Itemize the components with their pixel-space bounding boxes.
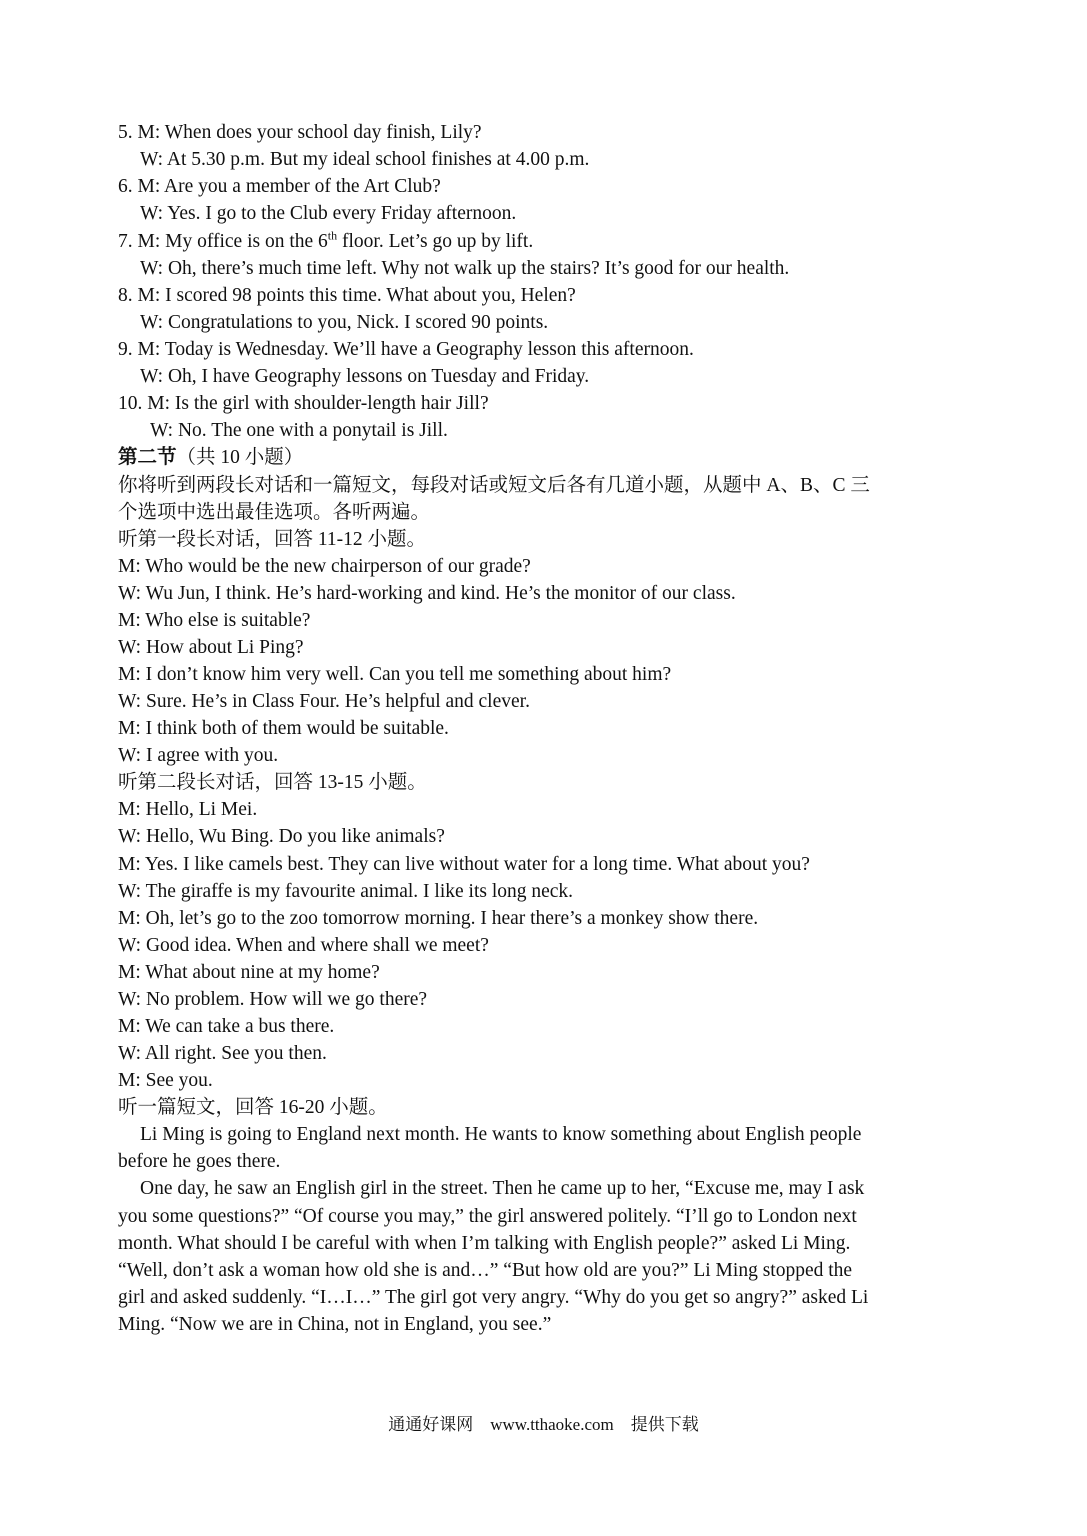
- dialogue1-line: W: How about Li Ping?: [118, 637, 304, 658]
- item-7-answer: W: Oh, there’s much time left. Why not walk up the stairs? It’s good for our health.: [140, 258, 790, 279]
- dialogue2-line: M: We can take a bus there.: [118, 1016, 335, 1037]
- passage-line: month. What should I be careful with when I’m talking with English people?” asked Li Ming.: [118, 1233, 851, 1254]
- item-6-question: 6. M: Are you a member of the Art Club?: [118, 176, 441, 197]
- item-6-answer: W: Yes. I go to the Club every Friday afternoon.: [140, 203, 517, 224]
- dialogue1-line: M: I don’t know him very well. Can you tell me something about him?: [118, 664, 672, 685]
- dialogue2-line: W: Hello, Wu Bing. Do you like animals?: [118, 826, 445, 847]
- section2-heading: 第二节（共 10 小题）: [118, 447, 304, 468]
- dialogue1-line: W: I agree with you.: [118, 745, 279, 766]
- passage-line: you some questions?” “Of course you may,” the girl answered politely. “I’ll go to London next: [118, 1206, 857, 1227]
- item-9-answer: W: Oh, I have Geography lessons on Tuesday and Friday.: [140, 366, 590, 387]
- item-10-answer: W: No. The one with a ponytail is Jill.: [150, 420, 448, 441]
- dialogue2-line: M: See you.: [118, 1070, 213, 1091]
- dialogue2-line: W: No problem. How will we go there?: [118, 989, 428, 1010]
- dialogue2-line: M: Oh, let’s go to the zoo tomorrow morning. I hear there’s a monkey show there.: [118, 908, 759, 929]
- passage-line: Ming. “Now we are in China, not in England, you see.”: [118, 1314, 552, 1335]
- item-5-question: 5. M: When does your school day finish, Lily?: [118, 122, 482, 143]
- dialogue2-line: M: Hello, Li Mei.: [118, 799, 258, 820]
- dialogue1-line: W: Wu Jun, I think. He’s hard-working and kind. He’s the monitor of our class.: [118, 583, 736, 604]
- dialogue1-line: W: Sure. He’s in Class Four. He’s helpful and clever.: [118, 691, 530, 712]
- passage-line: before he goes there.: [118, 1151, 281, 1172]
- dialogue1-intro: 听第一段长对话，回答 11-12 小题。: [118, 529, 427, 550]
- item-7-question: 7. M: My office is on the 6th floor. Let’s go up by lift.: [118, 228, 534, 252]
- item-5-answer: W: At 5.30 p.m. But my ideal school finishes at 4.00 p.m.: [140, 149, 590, 170]
- passage-line: One day, he saw an English girl in the street. Then he came up to her, “Excuse me, may I ask: [140, 1178, 865, 1199]
- dialogue1-line: M: Who would be the new chairperson of our grade?: [118, 556, 531, 577]
- passage-line: Li Ming is going to England next month. He wants to know something about English people: [140, 1124, 862, 1145]
- item-8-question: 8. M: I scored 98 points this time. What about you, Helen?: [118, 285, 576, 306]
- dialogue2-line: M: What about nine at my home?: [118, 962, 380, 983]
- passage-line: girl and asked suddenly. “I…I…” The girl got very angry. “Why do you get so angry?” asked Li: [118, 1287, 869, 1308]
- dialogue2-line: W: All right. See you then.: [118, 1043, 327, 1064]
- item-9-question: 9. M: Today is Wednesday. We’ll have a Geography lesson this afternoon.: [118, 339, 694, 360]
- section2-instructions-2: 个选项中选出最佳选项。各听两遍。: [118, 502, 431, 523]
- item-8-answer: W: Congratulations to you, Nick. I scored 90 points.: [140, 312, 549, 333]
- dialogue2-line: M: Yes. I like camels best. They can live without water for a long time. What about you?: [118, 854, 810, 875]
- section2-instructions-1: 你将听到两段长对话和一篇短文，每段对话或短文后各有几道小题，从题中 A、B、C 三: [118, 475, 870, 496]
- dialogue2-line: W: Good idea. When and where shall we meet?: [118, 935, 489, 956]
- passage-line: “Well, don’t ask a woman how old she is and…” “But how old are you?” Li Ming stopped the: [118, 1260, 853, 1281]
- dialogue2-line: W: The giraffe is my favourite animal. I like its long neck.: [118, 881, 574, 902]
- dialogue1-line: M: I think both of them would be suitable.: [118, 718, 449, 739]
- passage-intro: 听一篇短文，回答 16-20 小题。: [118, 1097, 388, 1118]
- dialogue1-line: M: Who else is suitable?: [118, 610, 311, 631]
- dialogue2-intro: 听第二段长对话，回答 13-15 小题。: [118, 772, 427, 793]
- item-10-question: 10. M: Is the girl with shoulder-length hair Jill?: [118, 393, 489, 414]
- page-footer: 通通好课网 www.tthaoke.com 提供下载: [388, 1415, 699, 1434]
